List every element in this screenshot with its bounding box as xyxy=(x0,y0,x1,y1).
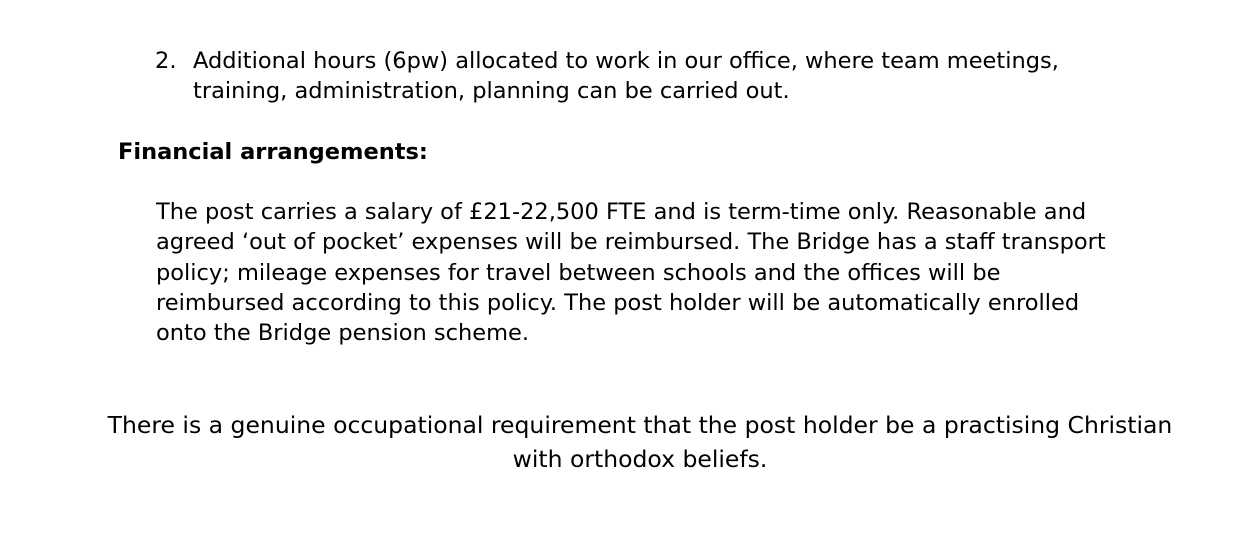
list-item-text: Additional hours (6pw) allocated to work in our office, where team meetings, training, administration, planning can be carried out. xyxy=(193,48,1059,104)
list-number: 2. xyxy=(155,48,177,74)
financial-arrangements-heading: Financial arrangements: xyxy=(118,139,428,165)
occupational-requirement-statement: There is a genuine occupational requirement that the post holder be a practising Christian with orthodox beliefs. xyxy=(107,411,1173,473)
financial-arrangements-paragraph: The post carries a salary of £21-22,500 FTE and is term-time only. Reasonable and agreed ‘out of pocket’ expenses will be reimbursed. The Bridge has a staff transport policy; mileage expenses for travel between schools and the offices will be reimbursed according to this policy. The post holder will be automatically enrolled onto the Bridge pension scheme. xyxy=(156,199,1106,347)
